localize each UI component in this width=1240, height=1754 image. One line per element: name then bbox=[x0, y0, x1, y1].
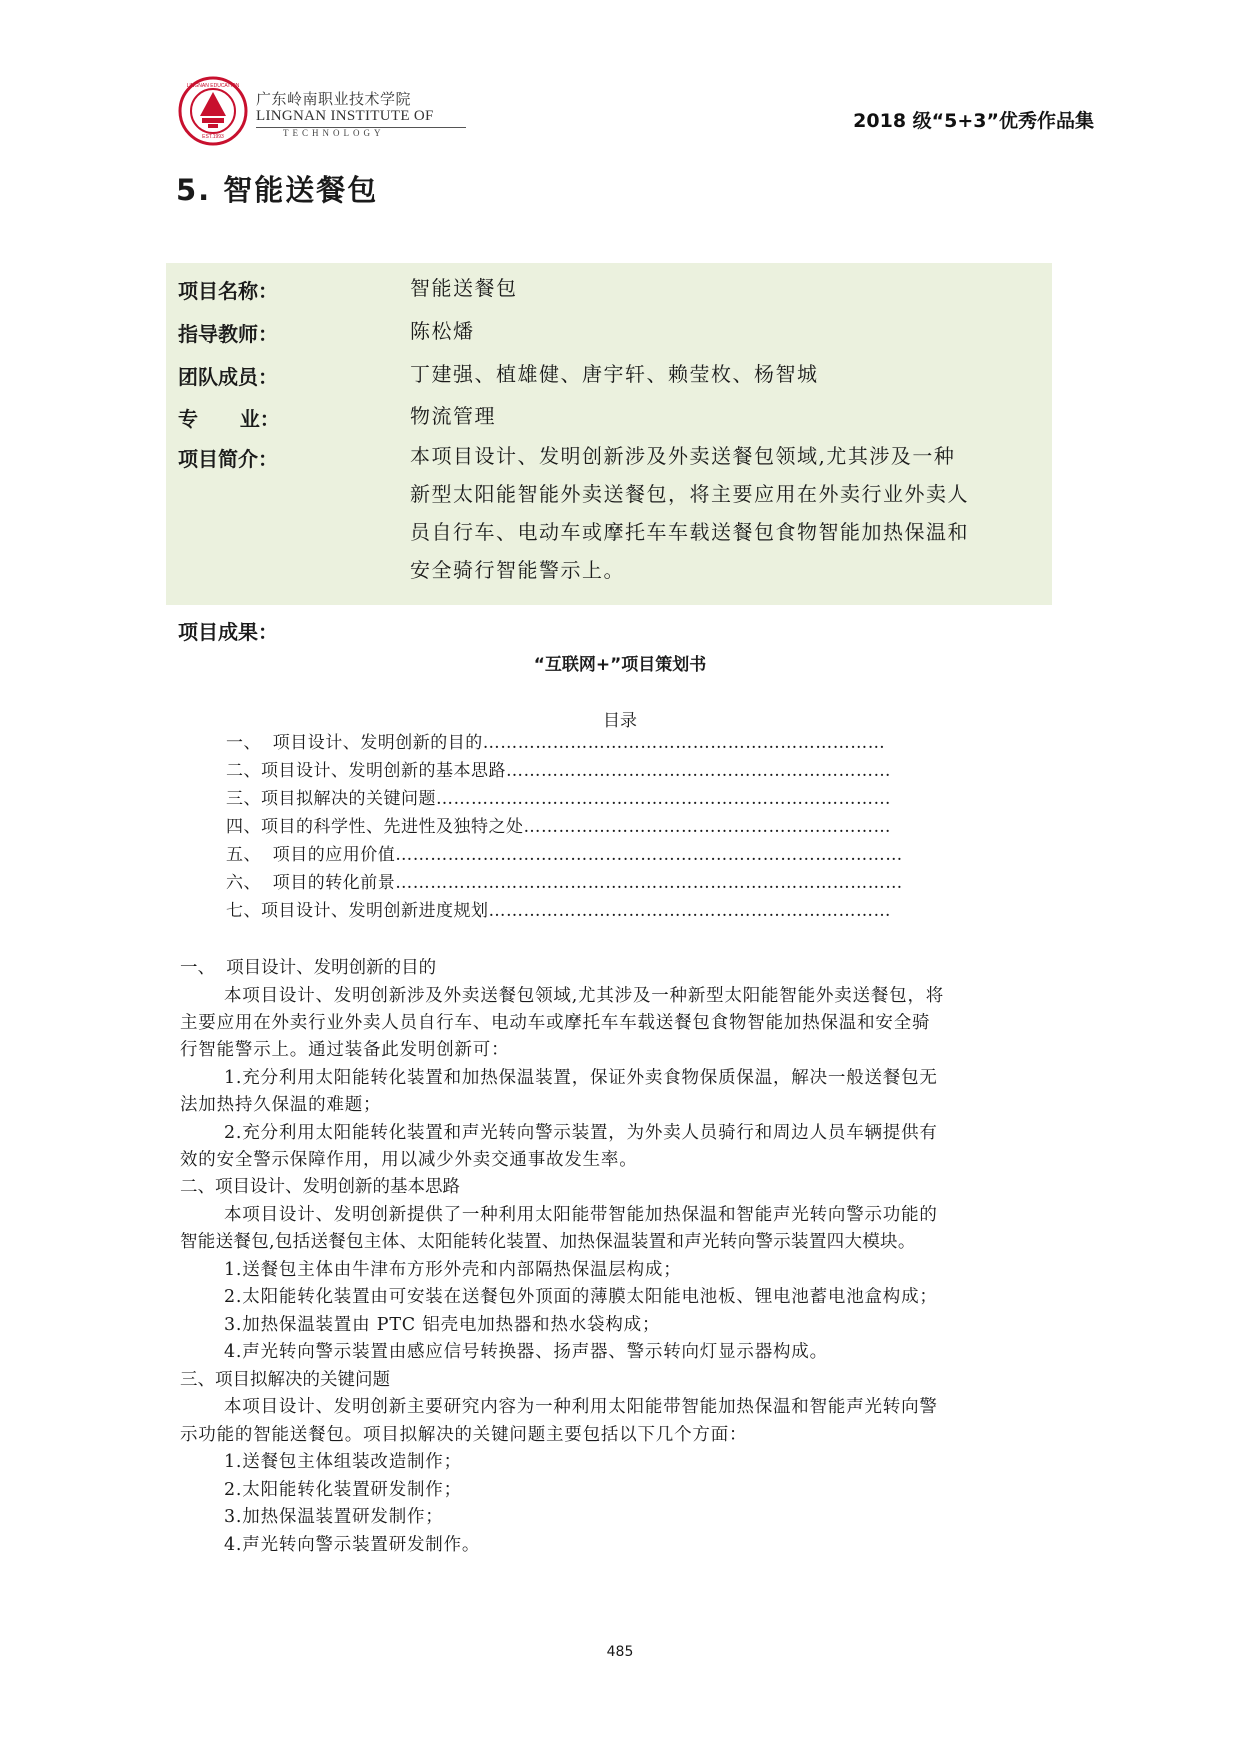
body-line: 主要应用在外卖行业外卖人员自行车、电动车或摩托车车载送餐包食物智能加热保温和安全骑 bbox=[180, 1013, 931, 1033]
toc-item: 二、项目设计、发明创新的基本思路………………………………………………………… bbox=[226, 761, 891, 781]
intro-label: 项目简介： bbox=[178, 447, 278, 471]
section-title: 5. 智能送餐包 bbox=[176, 173, 379, 207]
major-label: 专 业： bbox=[178, 407, 280, 431]
page-number: 485 bbox=[606, 1644, 634, 1660]
body-line: 1.充分利用太阳能转化装置和加热保温装置，保证外卖食物保质保温，解决一般送餐包无 bbox=[224, 1068, 938, 1088]
section-1-heading: 一、 项目设计、发明创新的目的 bbox=[180, 958, 437, 978]
logo-ring-bottom: EST.1993 bbox=[202, 134, 224, 140]
body-line: 智能送餐包,包括送餐包主体、太阳能转化装置、加热保温装置和声光转向警示装置四大模块。 bbox=[180, 1232, 916, 1252]
intro-line: 本项目设计、发明创新涉及外卖送餐包领域,尤其涉及一种 bbox=[410, 444, 956, 468]
toc-title: 目录 bbox=[603, 711, 637, 731]
team-label: 团队成员： bbox=[178, 365, 278, 389]
intro-line: 安全骑行智能警示上。 bbox=[410, 558, 625, 582]
body-line: 4.声光转向警示装置由感应信号转换器、扬声器、警示转向灯显示器构成。 bbox=[224, 1342, 828, 1362]
school-name-cn: 广东岭南职业技术学院 bbox=[256, 90, 412, 108]
body-line: 1.送餐包主体由牛津布方形外壳和内部隔热保温层构成； bbox=[224, 1260, 682, 1280]
body-line: 3.加热保温装置研发制作； bbox=[224, 1507, 444, 1527]
school-name-en-2: TECHNOLOGY bbox=[283, 128, 385, 138]
school-name-en: LINGNAN INSTITUTE OF bbox=[256, 108, 434, 124]
body-line: 4.声光转向警示装置研发制作。 bbox=[224, 1535, 481, 1555]
body-line: 1.送餐包主体组装改造制作； bbox=[224, 1452, 462, 1472]
project-name-label: 项目名称： bbox=[178, 279, 278, 303]
toc-item: 七、项目设计、发明创新进度规划…………………………………………………………… bbox=[226, 901, 891, 921]
school-logo bbox=[178, 76, 448, 146]
body-line: 3.加热保温装置由 PTC 铝壳电加热器和热水袋构成； bbox=[224, 1315, 661, 1335]
project-results-label: 项目成果： bbox=[178, 620, 278, 644]
body-line: 示功能的智能送餐包。项目拟解决的关键问题主要包括以下几个方面： bbox=[180, 1425, 748, 1445]
project-name-value: 智能送餐包 bbox=[410, 276, 518, 300]
section-2-heading: 二、项目设计、发明创新的基本思路 bbox=[180, 1177, 460, 1197]
teacher-value: 陈松燔 bbox=[410, 319, 475, 343]
collection-title: 2018 级“5+3”优秀作品集 bbox=[853, 110, 1094, 132]
body-line: 本项目设计、发明创新涉及外卖送餐包领域,尤其涉及一种新型太阳能智能外卖送餐包，将 bbox=[224, 986, 945, 1006]
project-info-box bbox=[166, 263, 1052, 605]
team-value: 丁建强、植雄健、唐宇轩、赖莹枚、杨智城 bbox=[410, 362, 819, 386]
toc-item: 三、项目拟解决的关键问题…………………………………………………………………… bbox=[226, 789, 891, 809]
toc-item: 六、 项目的转化前景…………………………………………………………………………… bbox=[226, 873, 903, 893]
body-line: 2.太阳能转化装置由可安装在送餐包外顶面的薄膜太阳能电池板、锂电池蓄电池盒构成； bbox=[224, 1287, 938, 1307]
body-line: 2.太阳能转化装置研发制作； bbox=[224, 1480, 462, 1500]
plan-title: “互联网+”项目策划书 bbox=[533, 655, 707, 675]
toc-item: 五、 项目的应用价值…………………………………………………………………………… bbox=[226, 845, 903, 865]
body-line: 本项目设计、发明创新主要研究内容为一种利用太阳能带智能加热保温和智能声光转向警 bbox=[224, 1397, 938, 1417]
major-value: 物流管理 bbox=[410, 404, 496, 428]
body-line: 效的安全警示保障作用，用以减少外卖交通事故发生率。 bbox=[180, 1150, 638, 1170]
intro-line: 新型太阳能智能外卖送餐包，将主要应用在外卖行业外卖人 bbox=[410, 482, 969, 506]
logo-ring-top: LINGNAN EDUCATION bbox=[186, 83, 240, 89]
body-line: 本项目设计、发明创新提供了一种利用太阳能带智能加热保温和智能声光转向警示功能的 bbox=[224, 1205, 938, 1225]
toc-item: 一、 项目设计、发明创新的目的…………………………………………………………… bbox=[226, 733, 886, 753]
body-line: 2.充分利用太阳能转化装置和声光转向警示装置，为外卖人员骑行和周边人员车辆提供有 bbox=[224, 1123, 938, 1143]
intro-line: 员自行车、电动车或摩托车车载送餐包食物智能加热保温和 bbox=[410, 520, 969, 544]
section-3-heading: 三、项目拟解决的关键问题 bbox=[180, 1370, 390, 1390]
body-line: 行智能警示上。通过装备此发明创新可： bbox=[180, 1040, 510, 1060]
school-emblem-icon bbox=[178, 76, 248, 146]
body-line: 法加热持久保温的难题； bbox=[180, 1095, 382, 1115]
teacher-label: 指导教师： bbox=[178, 322, 278, 346]
toc-item: 四、项目的科学性、先进性及独特之处……………………………………………………… bbox=[226, 817, 891, 837]
